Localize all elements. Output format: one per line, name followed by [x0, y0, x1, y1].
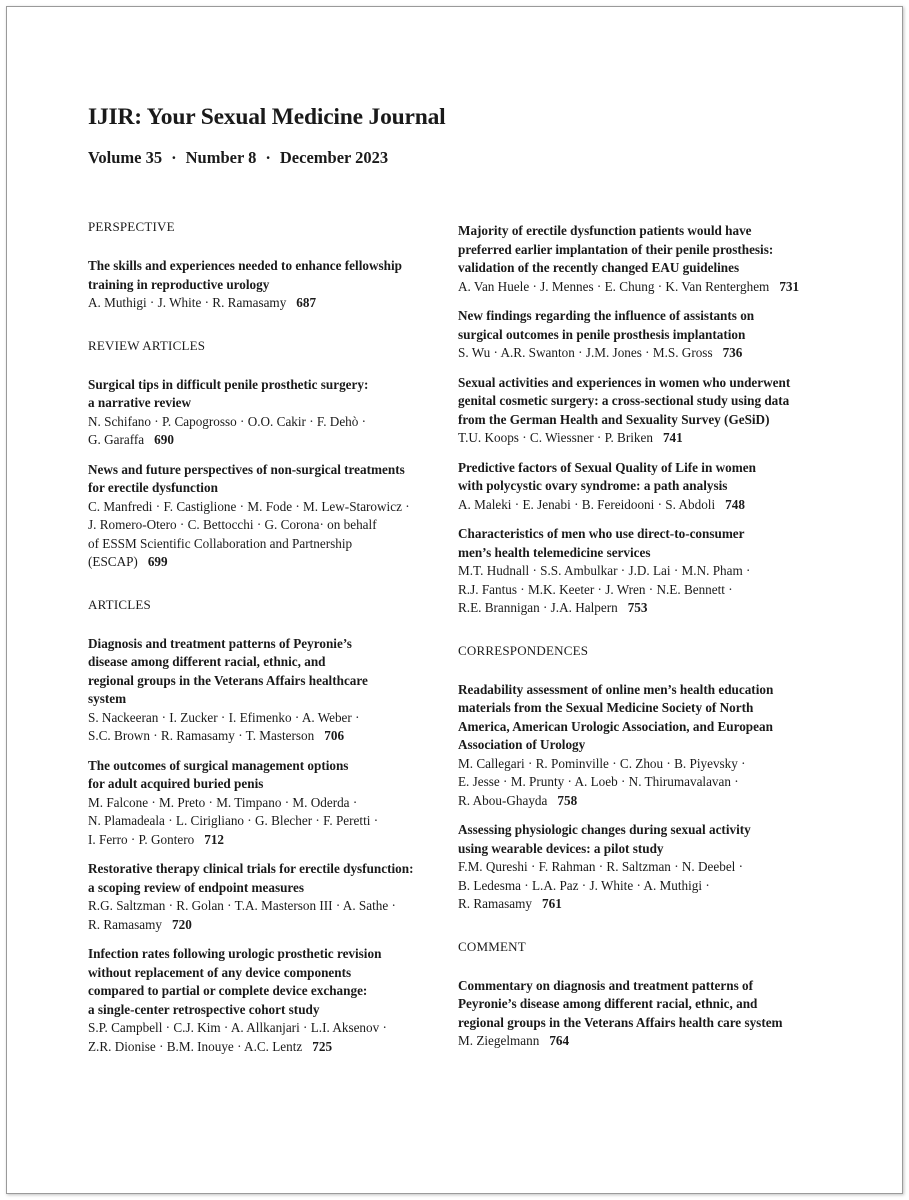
page-number[interactable]: 725 — [312, 1038, 333, 1054]
toc-entry[interactable] — [88, 376, 450, 450]
article-title-line[interactable]: surgical outcomes in penile prosthesis implantation — [458, 326, 746, 342]
author-line — [88, 498, 450, 517]
article-authors — [88, 794, 450, 850]
article-title[interactable] — [458, 681, 828, 755]
toc-entry[interactable] — [458, 977, 828, 1051]
article-title-line[interactable]: genital cosmetic surgery: a cross-sectional study using data — [458, 393, 790, 408]
toc-entry[interactable] — [458, 222, 828, 296]
article-title-line[interactable]: regional groups in the Veterans Affairs health care system — [458, 1014, 783, 1030]
article-authors — [458, 496, 828, 515]
author-text: R.E. Brannigan · J.A. Halpern — [458, 600, 618, 615]
article-title-line[interactable]: from the German Health and Sexuality Survey (GeSiD) — [458, 411, 770, 427]
author-text: T.U. Koops · C. Wiessner · P. Briken — [458, 430, 653, 445]
article-title-line[interactable]: Association of Urology — [458, 737, 586, 752]
author-line — [88, 812, 450, 831]
article-title[interactable] — [458, 821, 828, 858]
article-title-line[interactable]: Majority of erectile dysfunction patients would have — [458, 223, 752, 238]
article-title[interactable] — [458, 307, 828, 344]
author-text: A. Van Huele · J. Mennes · E. Chung · K. Van Renterghem — [458, 278, 770, 294]
author-line — [88, 553, 450, 572]
author-line — [458, 1032, 828, 1051]
author-text: N. Schifano · P. Capogrosso · O.O. Cakir · F. Dehò · — [88, 413, 367, 429]
article-title-line[interactable]: without replacement of any device components — [88, 964, 352, 980]
toc-entry[interactable] — [88, 257, 450, 313]
article-title-line[interactable]: with polycystic ovary syndrome: a path analysis — [458, 478, 728, 493]
author-line — [458, 429, 828, 448]
page-number[interactable]: 731 — [779, 278, 800, 294]
article-title-line[interactable]: The skills and experiences needed to enhance fellowship — [88, 258, 402, 273]
issue-line — [88, 148, 388, 168]
article-title-line[interactable]: compared to partial or complete device exchange: — [88, 983, 368, 998]
page-number[interactable]: 761 — [542, 896, 562, 911]
author-text: R. Abou-Ghayda — [458, 792, 548, 808]
toc-section — [88, 337, 450, 572]
article-title-line[interactable]: Infection rates following urologic prosthetic revision — [88, 946, 382, 961]
author-text: N. Plamadeala · L. Cirigliano · G. Blecher · F. Peretti · — [88, 813, 379, 828]
author-text: S. Nackeeran · I. Zucker · I. Efimenko · A. Weber · — [88, 709, 360, 725]
author-text: M. Callegari · R. Pominville · C. Zhou · B. Piyevsky · — [458, 755, 746, 771]
author-text: A. Maleki · E. Jenabi · B. Fereidooni · S. Abdoli — [458, 496, 716, 512]
article-title-line[interactable]: for erectile dysfunction — [88, 480, 218, 495]
author-line — [88, 431, 450, 450]
toc-entry[interactable] — [458, 459, 828, 515]
article-authors — [458, 278, 828, 297]
author-line — [88, 1019, 450, 1038]
article-title-line[interactable]: New findings regarding the influence of assistants on — [458, 308, 755, 323]
article-title-line[interactable]: Surgical tips in difficult penile prosthetic surgery: — [88, 376, 369, 392]
author-text: M. Falcone · M. Preto · M. Timpano · M. Oderda · — [88, 794, 358, 810]
toc-section — [458, 642, 828, 914]
author-line — [458, 858, 828, 877]
article-title[interactable] — [88, 757, 450, 794]
author-text: F.M. Qureshi · F. Rahman · R. Saltzman · N. Deebel · — [458, 859, 744, 874]
article-title[interactable] — [88, 376, 450, 413]
article-title-line[interactable]: News and future perspectives of non-surgical treatments — [88, 461, 405, 477]
author-line — [88, 1038, 450, 1057]
article-authors — [458, 755, 828, 811]
page-number[interactable]: 753 — [627, 600, 648, 615]
page-number[interactable]: 690 — [154, 432, 174, 447]
author-line — [458, 344, 828, 363]
toc-entry[interactable] — [88, 860, 450, 934]
article-title-line[interactable]: a narrative review — [88, 395, 192, 410]
author-text: I. Ferro · P. Gontero — [88, 831, 195, 847]
author-line — [458, 877, 828, 896]
author-text: C. Manfredi · F. Castiglione · M. Fode · M. Lew-Starowicz · — [88, 498, 410, 514]
page-number[interactable]: 736 — [722, 345, 743, 360]
article-authors — [88, 709, 450, 746]
article-title[interactable] — [458, 977, 828, 1033]
toc-section — [458, 938, 828, 1051]
article-title[interactable] — [88, 945, 450, 1019]
author-text: R. Ramasamy — [88, 916, 162, 932]
toc-entry[interactable] — [458, 374, 828, 448]
page-number[interactable]: 712 — [204, 831, 224, 847]
journal-title: IJIR: Your Sexual Medicine Journal — [88, 104, 446, 130]
article-title-line[interactable]: disease among different racial, ethnic, and — [88, 654, 326, 669]
page-number[interactable]: 687 — [296, 295, 317, 310]
author-line — [88, 727, 450, 746]
article-authors — [88, 897, 450, 934]
author-line — [88, 516, 450, 535]
article-title-line[interactable]: using wearable devices: a pilot study — [458, 840, 664, 856]
issue-separator: · — [265, 148, 271, 167]
article-title-line[interactable]: Sexual activities and experiences in women who underwent — [458, 374, 791, 390]
toc-entry[interactable] — [88, 757, 450, 850]
article-title[interactable] — [88, 860, 450, 897]
page-number[interactable]: 758 — [557, 792, 578, 808]
author-text: E. Jesse · M. Prunty · A. Loeb · N. Thirumavalavan · — [458, 774, 739, 789]
author-line — [458, 599, 828, 618]
article-authors — [88, 294, 450, 313]
article-title-line[interactable]: system — [88, 691, 127, 706]
author-text: R. Ramasamy — [458, 896, 532, 911]
article-title-line[interactable]: regional groups in the Veterans Affairs healthcare — [88, 672, 368, 688]
article-title-line[interactable]: Predictive factors of Sexual Quality of Life in women — [458, 459, 756, 475]
page-number[interactable]: 720 — [172, 916, 192, 932]
article-authors — [458, 562, 828, 618]
author-text: R.J. Fantus · M.K. Keeter · J. Wren · N.E. Bennett · — [458, 581, 733, 597]
page-number[interactable]: 706 — [324, 728, 345, 743]
section-heading: COMMENT — [458, 938, 526, 954]
article-title-line[interactable]: a single-center retrospective cohort study — [88, 1001, 320, 1017]
article-title[interactable] — [458, 459, 828, 496]
article-title-line[interactable]: a scoping review of endpoint measures — [88, 879, 305, 895]
journal-contents-page — [6, 6, 903, 1194]
author-text: M.T. Hudnall · S.S. Ambulkar · J.D. Lai · M.N. Pham · — [458, 563, 751, 578]
article-title-line[interactable]: America, American Urologic Association, and European — [458, 718, 773, 734]
page-number[interactable]: 764 — [549, 1033, 570, 1048]
article-title[interactable] — [458, 222, 828, 278]
article-title-line[interactable]: Diagnosis and treatment patterns of Peyronie’s — [88, 635, 352, 651]
article-authors — [458, 344, 828, 363]
toc-section — [458, 222, 828, 618]
author-line — [458, 792, 828, 811]
article-title-line[interactable]: Peyronie’s disease among different racial, ethnic, and — [458, 996, 758, 1011]
author-text: (ESCAP) — [88, 554, 138, 569]
page-number[interactable]: 748 — [725, 496, 745, 512]
author-line — [458, 755, 828, 774]
article-authors — [88, 498, 450, 572]
author-line — [458, 773, 828, 792]
article-authors — [88, 413, 450, 450]
section-heading: ARTICLES — [88, 596, 151, 612]
article-title-line[interactable]: for adult acquired buried penis — [88, 776, 264, 791]
article-title-line[interactable]: materials from the Sexual Medicine Society of North — [458, 700, 754, 715]
article-title-line[interactable]: Commentary on diagnosis and treatment patterns of — [458, 977, 753, 993]
article-title-line[interactable]: Characteristics of men who use direct-to-consumer — [458, 526, 745, 541]
author-line — [88, 709, 450, 728]
section-heading: PERSPECTIVE — [88, 219, 175, 234]
right-column — [458, 222, 828, 1075]
author-text: S. Wu · A.R. Swanton · J.M. Jones · M.S. Gross — [458, 345, 713, 360]
author-line — [458, 496, 828, 515]
author-line — [88, 535, 450, 554]
toc-entry[interactable] — [458, 525, 828, 618]
issue-number: Number 8 — [185, 148, 257, 167]
author-line — [458, 278, 828, 297]
author-line — [458, 895, 828, 914]
author-text: of ESSM Scientific Collaboration and Partnership — [88, 535, 353, 551]
toc-entry[interactable] — [458, 307, 828, 363]
article-title[interactable] — [88, 461, 450, 498]
issue-separator: · — [171, 148, 177, 167]
author-line — [88, 794, 450, 813]
article-title-line[interactable]: The outcomes of surgical management options — [88, 757, 349, 773]
toc-entry[interactable] — [458, 821, 828, 914]
article-authors — [458, 858, 828, 914]
toc-section — [88, 596, 450, 1057]
article-authors — [458, 1032, 828, 1051]
toc-entry[interactable] — [88, 461, 450, 572]
author-line — [88, 916, 450, 935]
article-authors — [458, 429, 828, 448]
issue-volume: Volume 35 — [88, 148, 163, 167]
left-column — [88, 218, 450, 1080]
toc-entry[interactable] — [458, 681, 828, 811]
article-title-line[interactable]: men’s health telemedicine services — [458, 544, 651, 560]
page-number[interactable]: 741 — [662, 430, 683, 445]
article-title[interactable] — [88, 257, 450, 294]
author-line — [88, 831, 450, 850]
article-title-line[interactable]: training in reproductive urology — [88, 276, 270, 292]
author-text: R.G. Saltzman · R. Golan · T.A. Masterson III · A. Sathe · — [88, 898, 396, 913]
toc-entry[interactable] — [88, 635, 450, 746]
author-text: J. Romero-Otero · C. Bettocchi · G. Corona· on behalf — [88, 517, 377, 532]
page-number[interactable]: 699 — [147, 554, 168, 569]
article-title-line[interactable]: Assessing physiologic changes during sexual activity — [458, 822, 751, 837]
author-line — [88, 413, 450, 432]
section-heading: REVIEW ARTICLES — [88, 337, 206, 353]
article-title-line[interactable]: preferred earlier implantation of their penile prosthesis: — [458, 241, 774, 257]
toc-section — [88, 218, 450, 313]
article-title-line[interactable]: Readability assessment of online men’s health education — [458, 681, 774, 697]
author-line — [458, 581, 828, 600]
section-heading: CORRESPONDENCES — [458, 642, 589, 658]
author-text: M. Ziegelmann — [458, 1033, 540, 1048]
author-text: G. Garaffa — [88, 432, 145, 447]
toc-entry[interactable] — [88, 945, 450, 1056]
author-text: Z.R. Dionise · B.M. Inouye · A.C. Lentz — [88, 1038, 303, 1054]
article-authors — [88, 1019, 450, 1056]
author-line — [88, 294, 450, 313]
author-line — [458, 562, 828, 581]
article-title[interactable] — [88, 635, 450, 709]
issue-date: December 2023 — [279, 148, 389, 167]
author-text: S.P. Campbell · C.J. Kim · A. Allkanjari · L.I. Aksenov · — [88, 1020, 387, 1035]
author-text: S.C. Brown · R. Ramasamy · T. Masterson — [88, 728, 315, 743]
article-title[interactable] — [458, 374, 828, 430]
author-text: A. Muthigi · J. White · R. Ramasamy — [88, 295, 287, 310]
article-title[interactable] — [458, 525, 828, 562]
article-title-line[interactable]: validation of the recently changed EAU guidelines — [458, 260, 740, 275]
article-title-line[interactable]: Restorative therapy clinical trials for erectile dysfunction: — [88, 861, 414, 876]
author-text: B. Ledesma · L.A. Paz · J. White · A. Muthigi · — [458, 877, 710, 893]
author-line — [88, 897, 450, 916]
